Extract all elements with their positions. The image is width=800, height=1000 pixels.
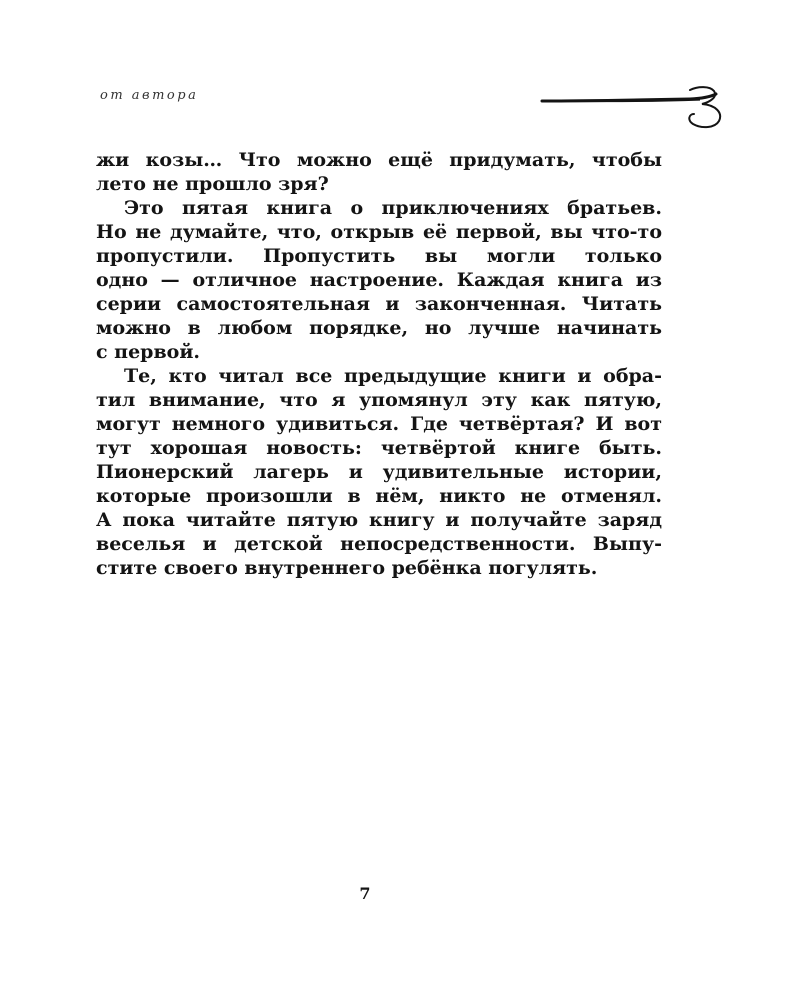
- running-head: от автора: [100, 88, 199, 103]
- text-line: Пионерский лагерь и удивительные истории,: [96, 461, 662, 483]
- text-line: которые произошли в нём, никто не отменял.: [96, 485, 662, 507]
- body-text: [96, 148, 662, 580]
- text-line: Те, кто читал все предыдущие книги и обра-: [124, 365, 662, 387]
- page-number: 7: [359, 884, 371, 903]
- text-line: жи козы… Что можно ещё придумать, чтобы: [96, 149, 662, 171]
- text-line: тил внимание, что я упомянул эту как пятую,: [96, 389, 662, 411]
- text-line: можно в любом порядке, но лучше начинать: [96, 317, 662, 339]
- text-line: одно — отличное настроение. Каждая книга из: [96, 269, 662, 291]
- text-line: веселья и детской непосредственности. Выпу-: [96, 533, 662, 555]
- text-line: серии самостоятельная и законченная. Читать: [96, 293, 662, 315]
- text-line: Это пятая книга о приключениях братьев.: [124, 197, 662, 219]
- text-line: А пока читайте пятую книгу и получайте заряд: [96, 509, 662, 531]
- text-line: стите своего внутреннего ребёнка погулять.: [96, 557, 598, 579]
- text-line: Но не думайте, что, открыв её первой, вы что-то: [96, 221, 662, 243]
- text-line: с первой.: [96, 341, 201, 363]
- text-line: тут хорошая новость: четвёртой книге быть.: [96, 437, 662, 459]
- text-line: могут немного удивиться. Где четвёртая? И вот: [96, 413, 662, 435]
- text-line: лето не прошло зря?: [96, 173, 329, 195]
- swirl-flourish-icon: [540, 80, 740, 136]
- text-line: пропустили. Пропустить вы могли только: [96, 245, 662, 267]
